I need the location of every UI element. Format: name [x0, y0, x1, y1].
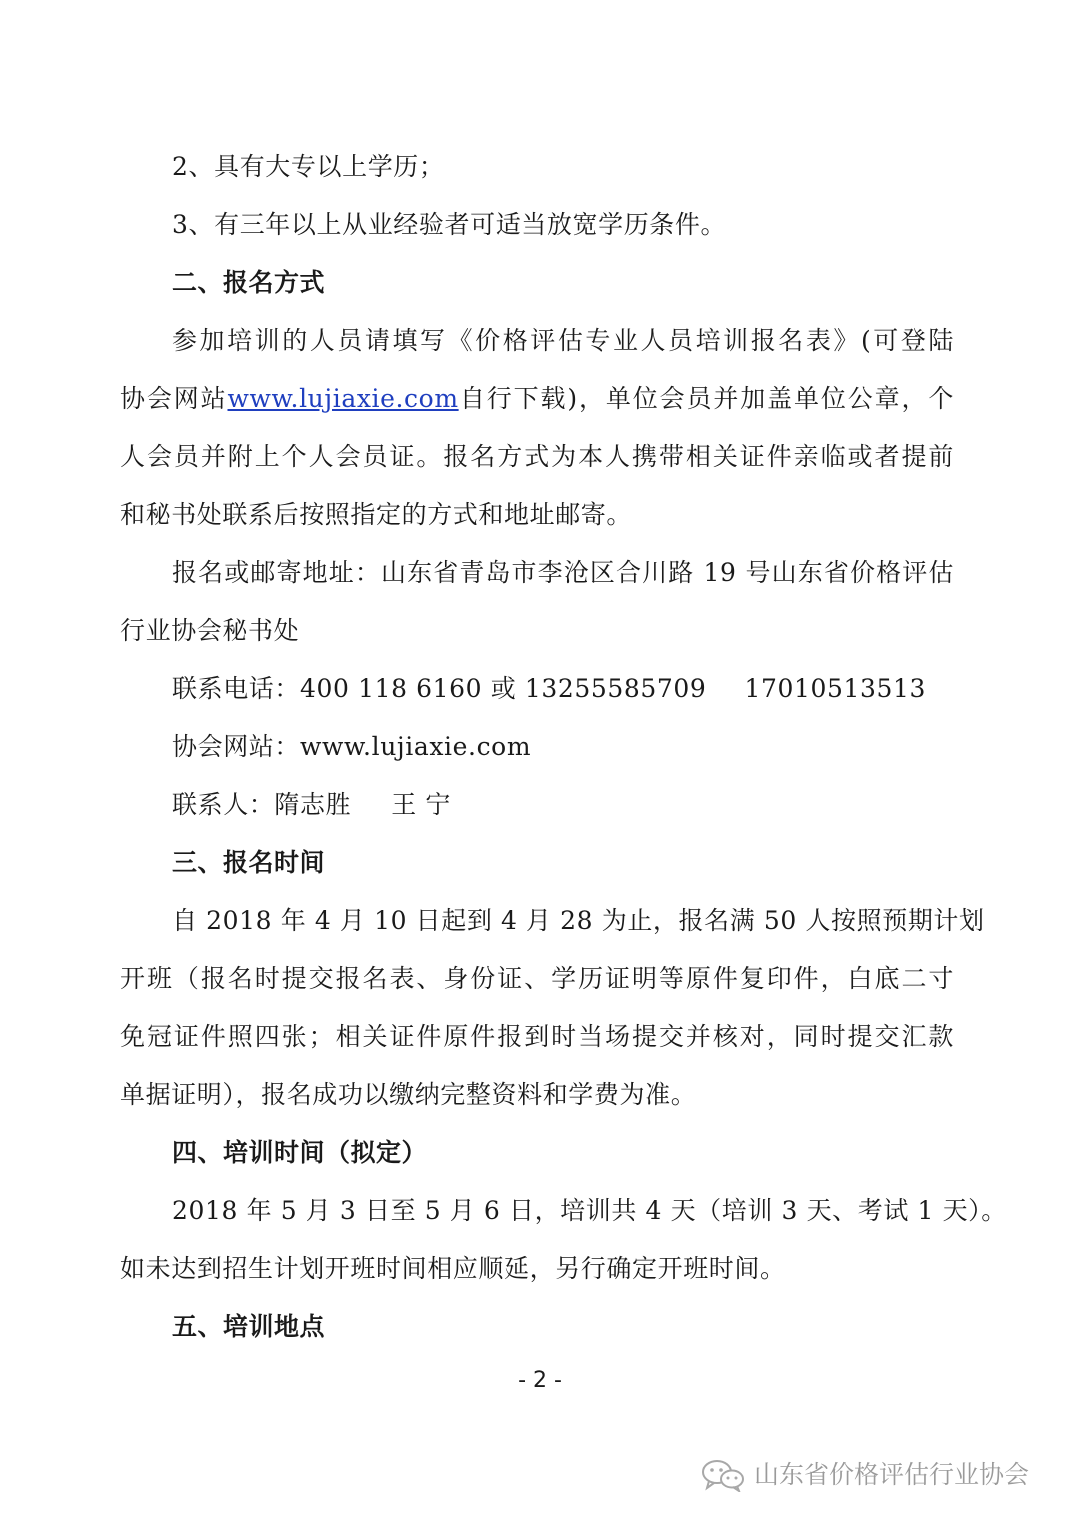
paragraph-line: 和秘书处联系后按照指定的方式和地址邮寄。 [120, 500, 633, 529]
paragraph-line: 单据证明），报名成功以缴纳完整资料和学费为准。 [120, 1080, 697, 1109]
section-heading-training-location: 五、培训地点 [172, 1312, 326, 1341]
paragraph-line: 参加培训的人员请填写《价格评估专业人员培训报名表》(可登陆 [172, 326, 954, 355]
phone-line [172, 672, 954, 706]
contact-person: 隋志胜 [274, 790, 352, 819]
paragraph-line: 自 2018 年 4 月 10 日起到 4 月 28 为止，报名满 50 人按照预期计划 [172, 906, 985, 935]
website-url: www.lujiaxie.com [300, 732, 532, 761]
section-heading-training-time: 四、培训时间（拟定） [172, 1138, 428, 1167]
contact-person: 王 宁 [391, 790, 451, 819]
section-heading-registration-time: 三、报名时间 [172, 848, 326, 877]
paragraph-text: 自行下载)，单位会员并加盖单位公章，个 [458, 384, 954, 413]
watermark [700, 1458, 1029, 1492]
phone-alt: 17010513513 [744, 674, 927, 703]
address-line: 报名或邮寄地址：山东省青岛市李沧区合川路 19 号山东省价格评估 [172, 558, 954, 587]
wechat-icon [700, 1458, 746, 1492]
paragraph-line: 如未达到招生计划开班时间相应顺延，另行确定开班时间。 [120, 1254, 786, 1283]
contact-line [172, 788, 954, 822]
phone-main: 400 118 6160 或 13255585709 [300, 674, 707, 703]
paragraph-text: 协会网站 [120, 384, 228, 413]
paragraph-line: 人会员并附上个人会员证。报名方式为本人携带相关证件亲临或者提前 [120, 442, 954, 471]
section-heading-registration-method: 二、报名方式 [172, 268, 326, 297]
website-label: 协会网站： [172, 732, 301, 761]
watermark-text: 山东省价格评估行业协会 [754, 1460, 1030, 1489]
contact-label: 联系人： [172, 790, 275, 819]
paragraph-line [120, 382, 954, 416]
website-link[interactable]: www.lujiaxie.com [227, 384, 459, 413]
paragraph-line: 免冠证件照四张；相关证件原件报到时当场提交并核对，同时提交汇款 [120, 1022, 954, 1051]
website-line [172, 730, 954, 764]
phone-label: 联系电话： [172, 674, 301, 703]
requirement-item-2: 2、具有大专以上学历； [172, 152, 445, 181]
requirement-item-3: 3、有三年以上从业经验者可适当放宽学历条件。 [172, 210, 727, 239]
address-line: 行业协会秘书处 [120, 616, 300, 645]
page-number: - 2 - [518, 1368, 562, 1393]
paragraph-line: 2018 年 5 月 3 日至 5 月 6 日，培训共 4 天（培训 3 天、考试 1 天）。 [172, 1196, 1007, 1225]
paragraph-line: 开班（报名时提交报名表、身份证、学历证明等原件复印件，白底二寸 [120, 964, 954, 993]
